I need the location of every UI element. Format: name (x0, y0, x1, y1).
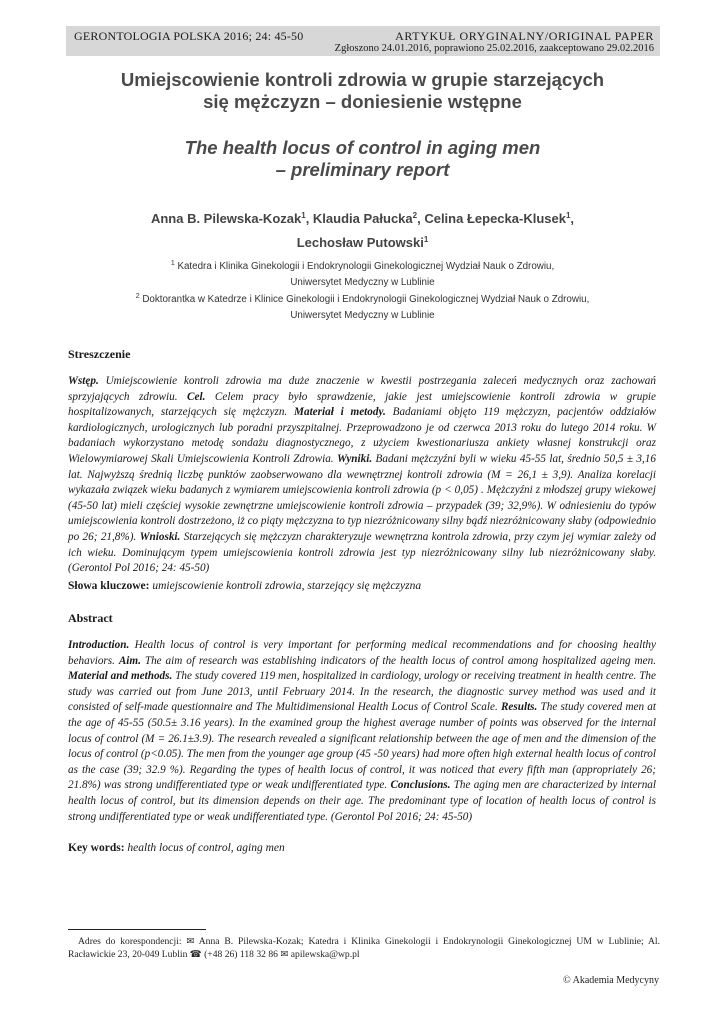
phone-icon: ☎ (189, 949, 202, 960)
affiliation-line: Uniwersytet Medyczny w Lublinie (290, 310, 435, 321)
section-label: Aim. (118, 654, 141, 667)
title-english-line: – preliminary report (275, 159, 450, 180)
correspondence-label: Adres do korespondencji: (78, 936, 182, 947)
correspondence-address: Anna B. Pilewska-Kozak; Katedra i Klinika Ginekologii i Endokrynologii Ginekologicznej UM w Lublinie; Al. Racławickie 23, 20-049 Lublin (68, 936, 660, 960)
affiliation (60, 292, 665, 324)
section-text: Badaniami objęto 119 mężczyzn, pacjentów oddziałów kardiologicznych, urologicznych lub poradni przyszpitalnej. Przeprowadzono je od czerwca 2013 roku do lutego 2014 roku. W badaniach wykorzystano metodę sondażu diagnostycznego, z użyciem kwestionariusza ankiety własnej konstrukcji oraz Wielowymiarowej Skali Umiejscowienia Kontroli Zdrowia. (68, 406, 656, 465)
title-polish-line: się mężczyzn – doniesienie wstępne (203, 91, 522, 112)
author-affiliation-mark: 1 (301, 211, 306, 220)
section-text: Badani mężczyźni byli w wieku 45-55 lat, średnio 50,5 ± 3,16 lat. Najwyższą średnią liczbę punktów zaobserwowano dla wewnętrznej kontroli zdrowia (M = 26,1 ± 3,9). Analiza korelacji wykazała związek wieku badanych z wymiarem umiejscowienia kontroli zdrowia (p < 0,05) . Mężczyźni z młodszej grupy wiekowej (45-50 lat) mieli częściej wysokie zewnętrzne umiejscowienie kontroli zdrowia – przypadek (39; 32,9%). W odniesieniu do typów umiejscowienia kontroli dostrzeżono, iż co piąty mężczyzna to typ niezróżnicowany silny bądź niezróżnicowany słaby (odpowiednio po 26; 21,8%). (68, 452, 656, 543)
footnote-divider (68, 929, 206, 930)
affiliation-line: Katedra i Klinika Ginekologii i Endokrynologii Ginekologicznej Wydział Nauk o Zdrowiu, (177, 261, 555, 272)
author-separator: , (570, 211, 575, 226)
title-polish-line: Umiejscowienie kontroli zdrowia w grupie starzejących (120, 69, 605, 90)
section-label: Material and methods. (68, 670, 173, 683)
author-name: Klaudia Pałucka (312, 211, 413, 226)
correspondence-phone: (+48 26) 118 32 86 (201, 949, 281, 960)
section-text: The study covered men at the age of 45-55 (50.5± 3.16 years). In the examined group the highest average number of points was observed for the internal locus of control (M = 26.1±3.9). The research revealed a significant relationship between the age of men and the dimension of the locus of control (p<0.05). The men from the younger age group (45 -50 years) had more often high external health locus of control as the case (39; 32.9 %). Regarding the types of health locus of control, it was noticed that every fifth man (appropriately 26; 21.8%) was strong undifferentiated type or weak undifferentiated type. (68, 701, 656, 792)
keywords-label: Key words: (68, 842, 125, 854)
author-name: Celina Łepecka-Klusek (424, 211, 566, 226)
affiliation-number: 1 (170, 260, 175, 267)
correspondence-email: apilewska@wp.pl (288, 949, 360, 960)
slowa-kluczowe (68, 580, 421, 592)
title-english (60, 137, 665, 181)
section-label: Conclusions. (390, 779, 451, 792)
abstract-heading: Abstract (68, 611, 113, 625)
section-text: The aging men are characterized by internal health locus of control, but its dimension depends on their age. The predominant type of location of health locus of control is strong undifferentiated type or weak undifferentiated type. (Gerontol Pol 2016; 24: 45-50) (68, 779, 657, 823)
section-text: Umiejscowienie kontroli zdrowia ma duże znaczenie w kwestii postrzegania zaleceń medycznych oraz zachowań sprzyjających zdrowiu. (68, 375, 656, 403)
section-text: The study covered 119 men, hospitalized in cardiology, urology or receiving treatment in health centre. The study was carried out from June 2013, until February 2014. In the research, the diagnostic survey method was used and it consisted of self-made questionnaire and The Multidimensional Health Locus of Control Scale. (68, 670, 656, 714)
section-label: Introduction. (68, 639, 130, 651)
journal-citation: GERONTOLOGIA POLSKA 2016; 24: 45-50 (74, 29, 304, 43)
email-icon: ✉ (280, 949, 289, 960)
section-label: Wstęp. (68, 375, 99, 387)
affiliation (60, 259, 665, 291)
section-text: Health locus of control is very important for performing medical recommendations and for choosing healthy behaviors. (68, 639, 656, 667)
section-text: Celem pracy było sprawdzenie, jakie jest umiejscowienie kontroli zdrowia w grupie hospitalizowanych, starzejących się mężczyzn. (68, 390, 656, 419)
title-polish (60, 69, 665, 113)
article-type: ARTYKUŁ ORYGINALNY/ORIGINAL PAPER (395, 29, 654, 43)
affiliation-line: Doktorantka w Katedrze i Klinice Ginekologii i Endokrynologii Ginekologicznej Wydział Nauk o Zdrowiu, (142, 294, 590, 305)
keywords-value: health locus of control, aging men (124, 842, 285, 854)
section-label: Wnioski. (139, 530, 181, 543)
key-words (68, 842, 285, 854)
title-english-line: The health locus of control in aging men (184, 137, 541, 158)
envelope-icon: ✉ (186, 936, 195, 947)
journal-header (66, 26, 660, 56)
section-text: Starzejących się mężczyzn charakteryzuje wewnętrzna kontrola zdrowia, przy czym jej wymiar zależy od ich wieku. Dominującym typem umiejscowienia kontroli zdrowia jest typ niezróżnicowany silny lub niezróżnicowany słaby. (Gerontol Pol 2016; 24: 45-50) (68, 530, 656, 575)
affiliation-line: Uniwersytet Medyczny w Lublinie (290, 277, 435, 288)
section-label: Cel. (187, 390, 206, 403)
section-text: The aim of research was establishing indicators of the health locus of control among hospitalized ageing men. (140, 654, 656, 667)
abstract-body (68, 638, 656, 825)
keywords-label: Słowa kluczowe: (68, 580, 150, 592)
author-name: Lechosław Putowski (296, 235, 424, 250)
streszczenie-heading: Streszczenie (68, 347, 131, 361)
author-affiliation-mark: 2 (412, 211, 418, 220)
author-affiliation-mark: 1 (423, 235, 429, 244)
author-separator: , (417, 211, 425, 226)
correspondence-footnote (68, 935, 660, 961)
submission-dates: Zgłoszono 24.01.2016, poprawiono 25.02.2016, zaakceptowano 29.02.2016 (334, 43, 654, 54)
publisher-copyright: © Akademia Medycyny (563, 975, 659, 986)
keywords-value: umiejscowienie kontroli zdrowia, starzejący się mężczyzna (149, 580, 422, 592)
author-name: Anna B. Pilewska-Kozak (150, 211, 302, 226)
author-affiliation-mark: 1 (565, 211, 571, 220)
section-label: Results. (500, 701, 538, 714)
streszczenie-body (68, 374, 656, 577)
section-label: Wyniki. (337, 452, 373, 465)
author-list (60, 207, 665, 255)
affiliation-number: 2 (135, 293, 140, 300)
author-separator: , (305, 211, 313, 226)
section-label: Materiał i metody. (294, 406, 386, 419)
